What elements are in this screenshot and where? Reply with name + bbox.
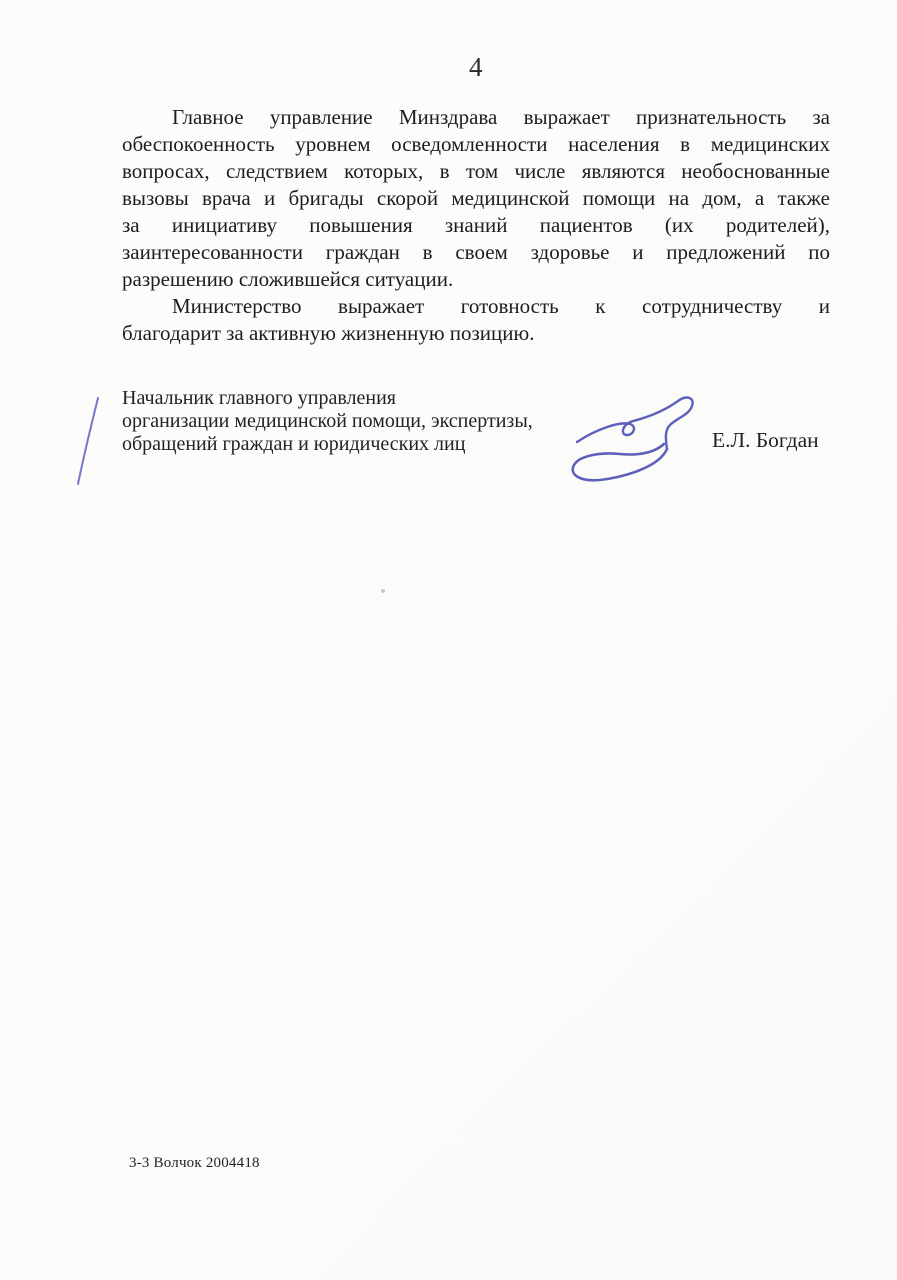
paragraph-2 [122, 293, 830, 347]
body-line: Главное управление Минздрава выражает признательность за [172, 105, 830, 129]
scan-artifact-speck [381, 589, 385, 593]
handwritten-signature-ink [563, 390, 715, 502]
paragraph-1 [122, 104, 830, 293]
body-line: вопросах, следствием которых, в том числе являются необоснованные [122, 159, 830, 183]
signature-title-block [122, 387, 602, 456]
signer-name: Е.Л. Богдан [712, 428, 819, 452]
body-line: вызовы врача и бригады скорой медицинской помощи на дом, а также [122, 186, 830, 210]
page-number: 4 [469, 52, 483, 82]
body-line: разрешению сложившейся ситуации. [122, 267, 454, 291]
pen-slash-mark [68, 392, 110, 492]
body-text [122, 104, 830, 347]
body-line: заинтересованности граждан в своем здоровье и предложений по [122, 240, 830, 264]
signature-title-line: Начальник главного управления [122, 387, 396, 409]
footer-reference: 3-3 Волчок 2004418 [129, 1155, 260, 1171]
body-line: обеспокоенность уровнем осведомленности населения в медицинских [122, 132, 830, 156]
signature-title-line: организации медицинской помощи, экспертизы, [122, 410, 533, 432]
body-line: благодарит за активную жизненную позицию. [122, 321, 535, 345]
body-line: за инициативу повышения знаний пациентов (их родителей), [122, 213, 830, 237]
signature-title-line: обращений граждан и юридических лиц [122, 433, 466, 455]
body-line: Министерство выражает готовность к сотрудничеству и [172, 294, 830, 318]
